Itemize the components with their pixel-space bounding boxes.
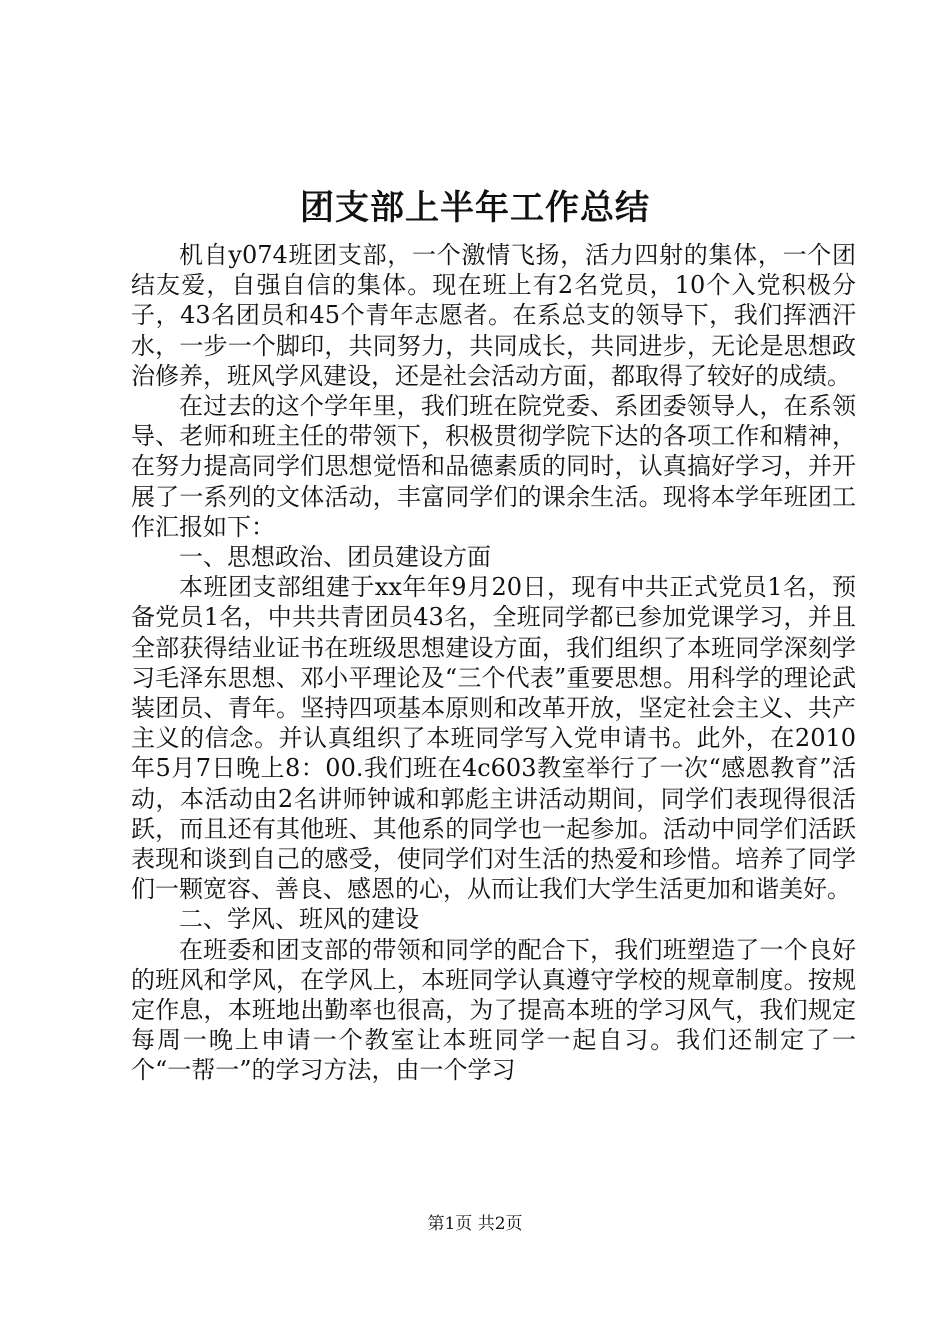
paragraph-overview: 在过去的这个学年里，我们班在院党委、系团委领导人，在系领导、老师和班主任的带领下，积极贯彻学院下达的各项工作和精神，在努力提高同学们思想觉悟和品德素质的同时，认真搞好学习，并开展了一系列的文体活动，丰富同学们的课余生活。现将本学年班团工作汇报如下： [131, 392, 856, 541]
page-number-footer: 第1页 共2页 [427, 1214, 523, 1234]
document-body [131, 240, 856, 1086]
paragraph-intro: 机自y074班团支部，一个激情飞扬，活力四射的集体，一个团结友爱，自强自信的集体。现在班上有2名党员，10个入党积极分子，43名团员和45个青年志愿者。在系总支的领导下，我们挥洒汗水，一步一个脚印，共同努力，共同成长，共同进步，无论是思想政治修养，班风学风建设，还是社会活动方面，都取得了较好的成绩。 [131, 241, 856, 390]
document-title: 团支部上半年工作总结 [300, 188, 650, 228]
paragraph-political: 本班团支部组建于xx年年9月20日，现有中共正式党员1名，预备党员1名，中共共青团员43名，全班同学都已参加党课学习，并且全部获得结业证书在班级思想建设方面，我们组织了本班同学深刻学习毛泽东思想、邓小平理论及“三个代表”重要思想。用科学的理论武装团员、青年。坚持四项基本原则和改革开放，坚定社会主义、共产主义的信念。并认真组织了本班同学写入党申请书。此外，在2010年5月7日晚上8：00.我们班在4c603教室举行了一次“感恩教育”活动，本活动由2名讲师钟诚和郭彪主讲活动期间，同学们表现得很活跃，而且还有其他班、其他系的同学也一起参加。活动中同学们活跃表现和谈到自己的感受，使同学们对生活的热爱和珍惜。培养了同学们一颗宽容、善良、感恩的心，从而让我们大学生活更加和谐美好。 [131, 573, 856, 904]
section-heading-political: 一、思想政治、团员建设方面 [179, 543, 491, 572]
section-heading-study-style: 二、学风、班风的建设 [179, 905, 419, 934]
paragraph-study-style: 在班委和团支部的带领和同学的配合下，我们班塑造了一个良好的班风和学风，在学风上，本班同学认真遵守学校的规章制度。按规定作息，本班地出勤率也很高，为了提高本班的学习风气，我们规定每周一晚上申请一个教室让本班同学一起自习。我们还制定了一个“一帮一”的学习方法，由一个学习 [131, 935, 856, 1085]
